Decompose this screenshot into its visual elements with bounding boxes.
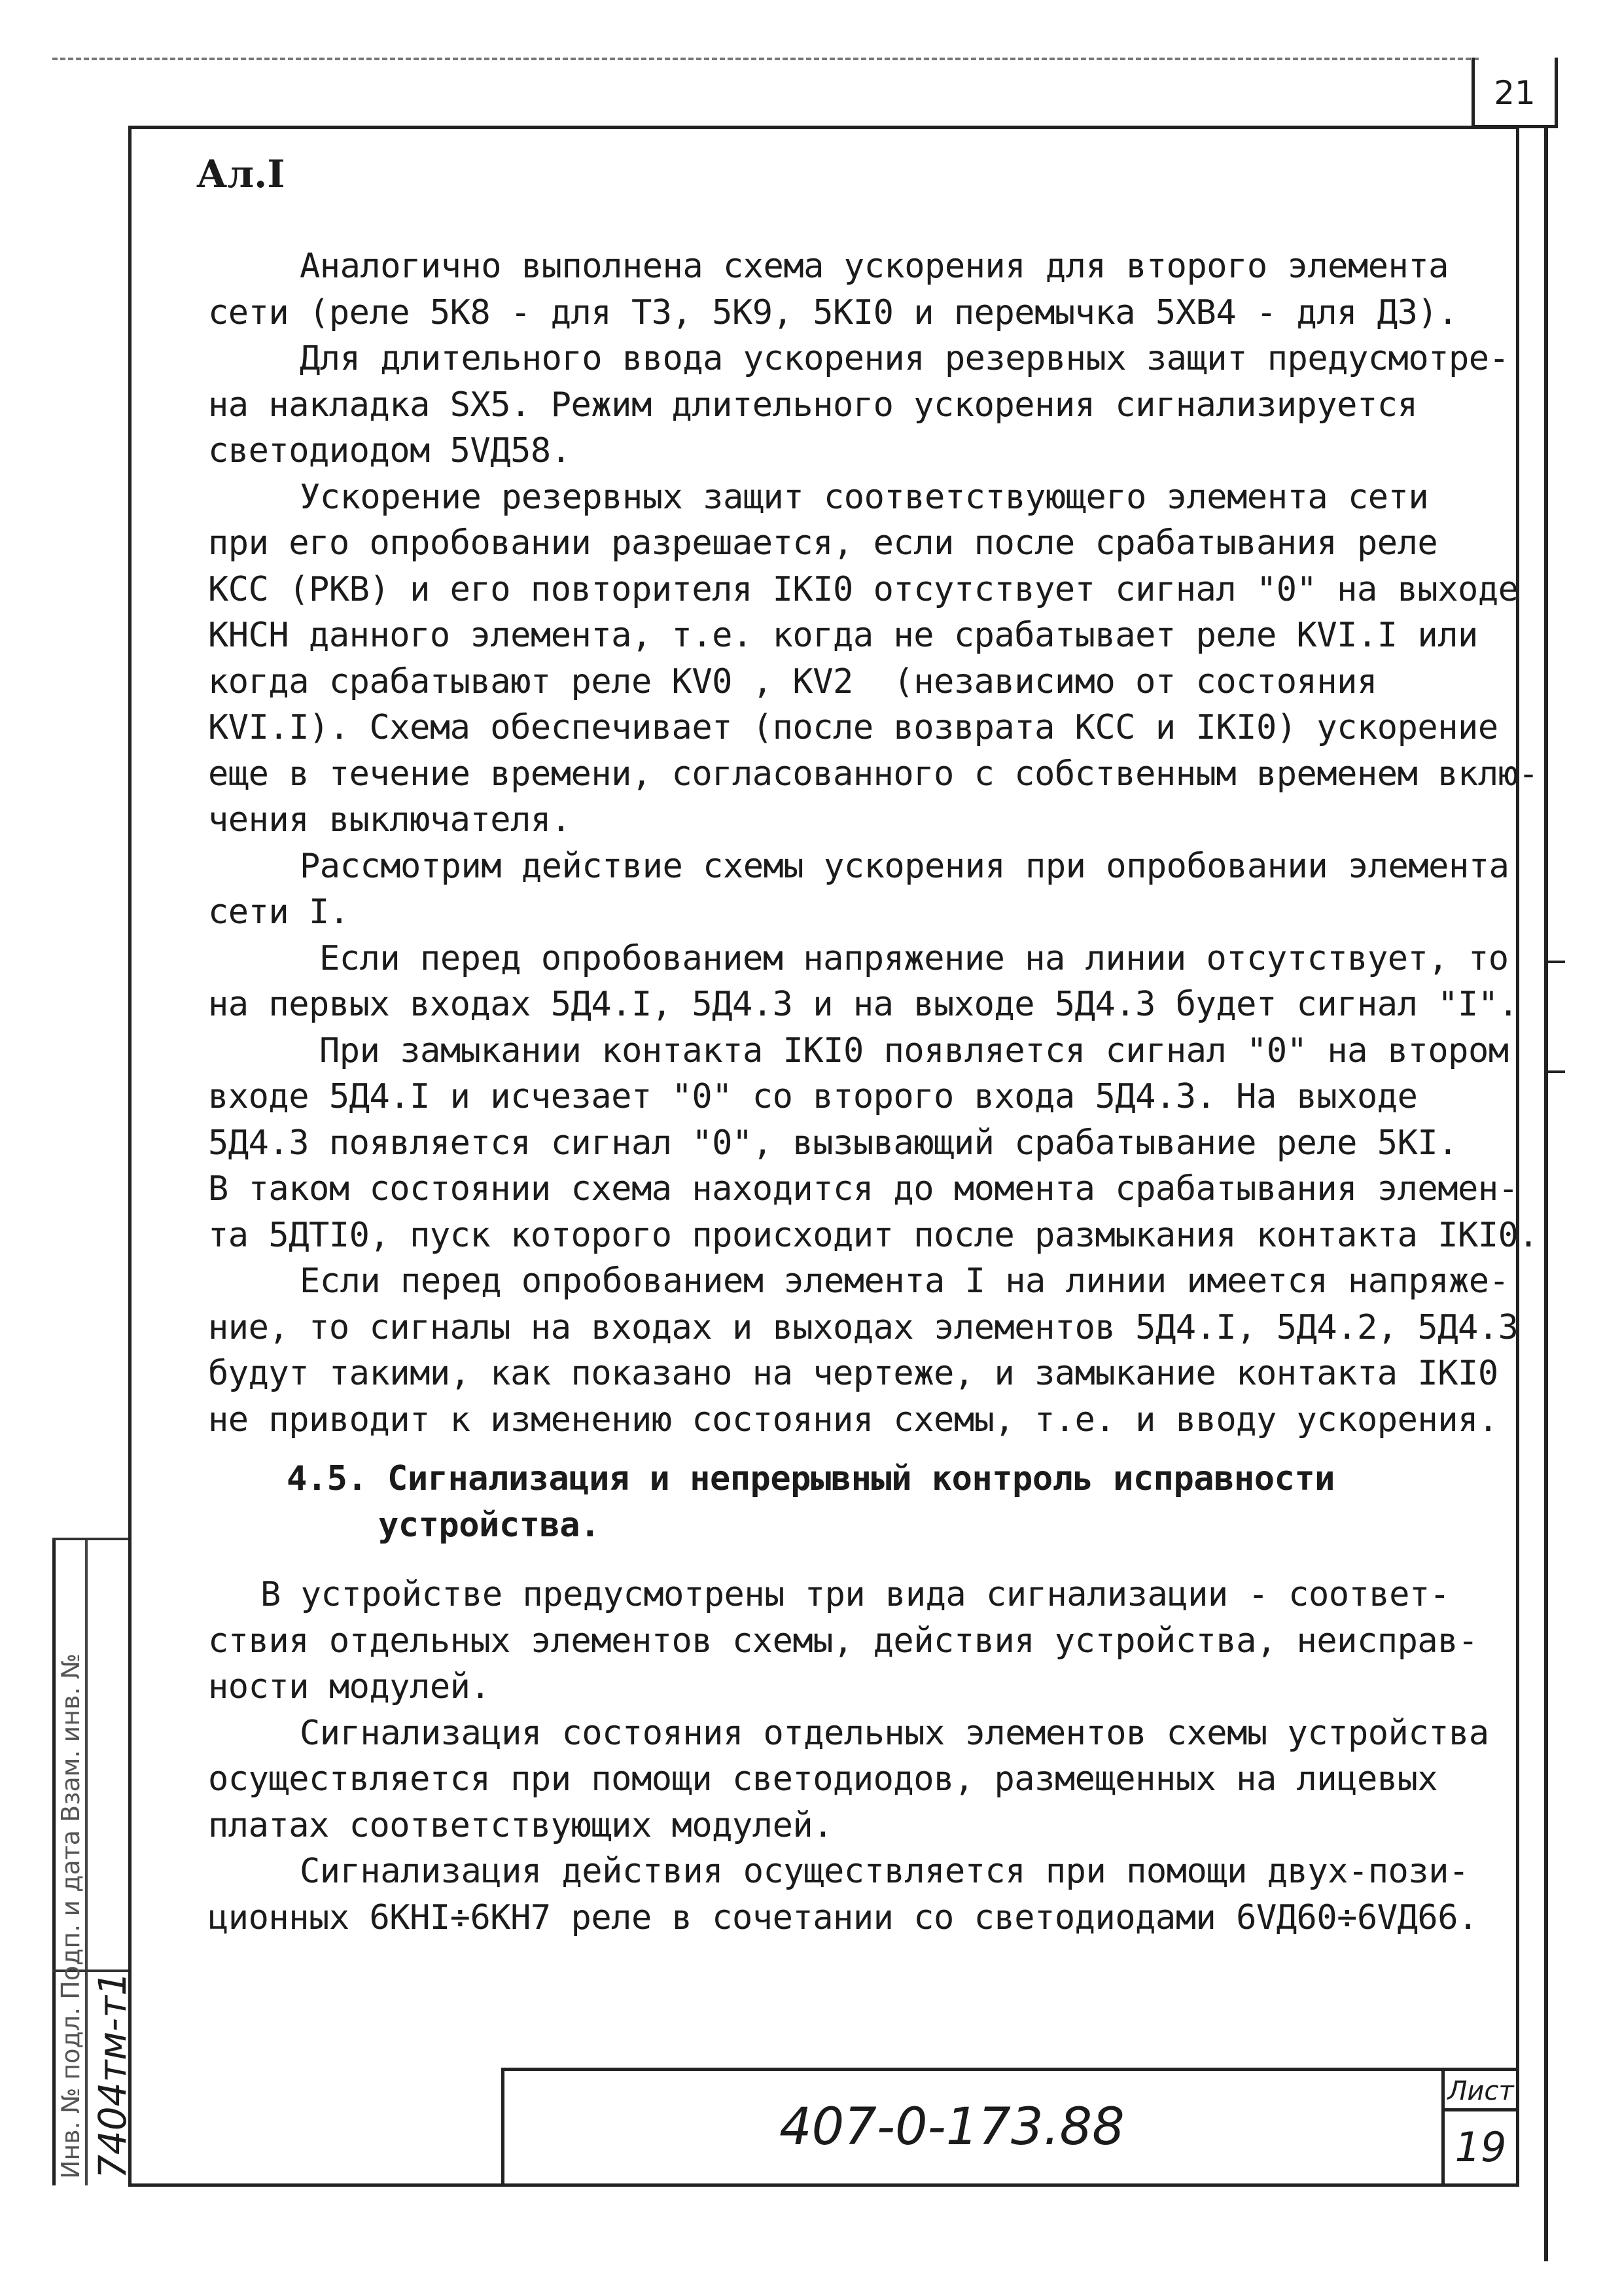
text-line: Ускорение резервных защит соответствующего элемента сети xyxy=(300,477,1429,517)
page-number: 21 xyxy=(1472,58,1558,128)
text-line: КНСН данного элемента, т.е. когда не срабатывает реле KVI.I или xyxy=(208,616,1478,655)
text-line: будут такими, как показано на чертеже, и замыкание контакта IКI0 xyxy=(208,1354,1498,1393)
frame-tick xyxy=(1548,1070,1565,1073)
sheet-word: Лист xyxy=(1445,2071,1517,2111)
text-line: не приводит к изменению состояния схемы, т.е. и вводу ускорения. xyxy=(208,1400,1498,1439)
text-line: КСС (РКВ) и его повторителя IКI0 отсутствует сигнал "0" на выходе xyxy=(208,569,1519,609)
sheet-number: 19 xyxy=(1455,2123,1507,2171)
sheet-cell xyxy=(1441,2071,1517,2184)
text-line: чения выключателя. xyxy=(208,800,571,839)
text-line: В устройстве предусмотрены три вида сигнализации - соответ- xyxy=(260,1575,1450,1614)
text-line: сети (реле 5К8 - для ТЗ, 5К9, 5КI0 и перемычка 5ХВ4 - для ДЗ). xyxy=(208,292,1458,332)
text-line: Для длительного ввода ускорения резервных защит предусмотре- xyxy=(300,339,1509,378)
title-block xyxy=(501,2068,1517,2184)
body-text xyxy=(208,243,1539,1941)
text-line: При замыкании контакта IКI0 появляется сигнал "0" на втором xyxy=(319,1031,1509,1070)
text-line: Рассмотрим действие схемы ускорения при опробовании элемента xyxy=(300,846,1509,886)
frame-right-edge xyxy=(1544,128,1548,2261)
left-strip-labels: Инв. № подл. Подп. и дата Взам. инв. № xyxy=(56,1653,85,2179)
frame-tick xyxy=(1548,961,1565,963)
text-line: при его опробовании разрешается, если после срабатывания реле xyxy=(208,523,1438,563)
section-heading: 4.5. Сигнализация и непрерывный контроль исправности xyxy=(287,1459,1335,1498)
text-line: на накладка SX5. Режим длительного ускорения сигнализируется xyxy=(208,385,1418,425)
text-line: ционных 6КНI÷6КН7 реле в сочетании со светодиодами 6VД60÷6VД66. xyxy=(208,1898,1478,1937)
text-line: ние, то сигналы на входах и выходах элементов 5Д4.I, 5Д4.2, 5Д4.3 xyxy=(208,1307,1519,1347)
text-line: платах соответствующих модулей. xyxy=(208,1805,834,1845)
text-line: Если перед опробованием напряжение на линии отсутствует, то xyxy=(319,938,1509,978)
text-line: еще в течение времени, согласованного с собственным временем вклю- xyxy=(208,754,1539,794)
text-line: Аналогично выполнена схема ускорения для второго элемента xyxy=(300,247,1449,286)
left-strip-border xyxy=(52,1538,56,2185)
inventory-number: 7404тм-т1 xyxy=(90,1971,135,2179)
text-line: ности модулей. xyxy=(208,1667,491,1706)
top-dashed-rule xyxy=(52,58,1479,60)
text-line: сети I. xyxy=(208,892,349,932)
text-line: Если перед опробованием элемента I на линии имеется напряже- xyxy=(300,1262,1509,1301)
text-line: KVI.I). Схема обеспечивает (после возврата КСС и IКI0) ускорение xyxy=(208,708,1498,747)
text-line: Сигнализация действия осуществляется при помощи двух-пози- xyxy=(300,1852,1469,1891)
text-line: на первых входах 5Д4.I, 5Д4.3 и на выходе 5Д4.3 будет сигнал "I". xyxy=(208,985,1519,1024)
text-line: осуществляется при помощи светодиодов, размещенных на лицевых xyxy=(208,1759,1438,1799)
text-line: светодиодом 5VД58. xyxy=(208,431,571,470)
text-line: Сигнализация состояния отдельных элементов схемы устройства xyxy=(300,1713,1489,1753)
text-line: та 5ДТI0, пуск которого происходит после размыкания контакта IКI0. xyxy=(208,1215,1539,1255)
left-strip-divider xyxy=(85,1538,88,2185)
text-line: когда срабатывают реле KV0 , KV2 (независимо от состояния xyxy=(208,662,1377,701)
section-heading: устройства. xyxy=(378,1505,600,1545)
left-strip-top xyxy=(52,1538,128,1540)
sheet-label: Ал.I xyxy=(196,152,285,196)
document-number: 407-0-173.88 xyxy=(779,2098,1125,2157)
text-line: В таком состоянии схема находится до момента срабатывания элемен- xyxy=(208,1169,1519,1209)
text-line: ствия отдельных элементов схемы, действия устройства, неисправ- xyxy=(208,1621,1478,1661)
text-line: входе 5Д4.I и исчезает "0" со второго входа 5Д4.3. На выходе xyxy=(208,1077,1418,1116)
text-line: 5Д4.3 появляется сигнал "0", вызывающий срабатывание реле 5КI. xyxy=(208,1123,1458,1163)
